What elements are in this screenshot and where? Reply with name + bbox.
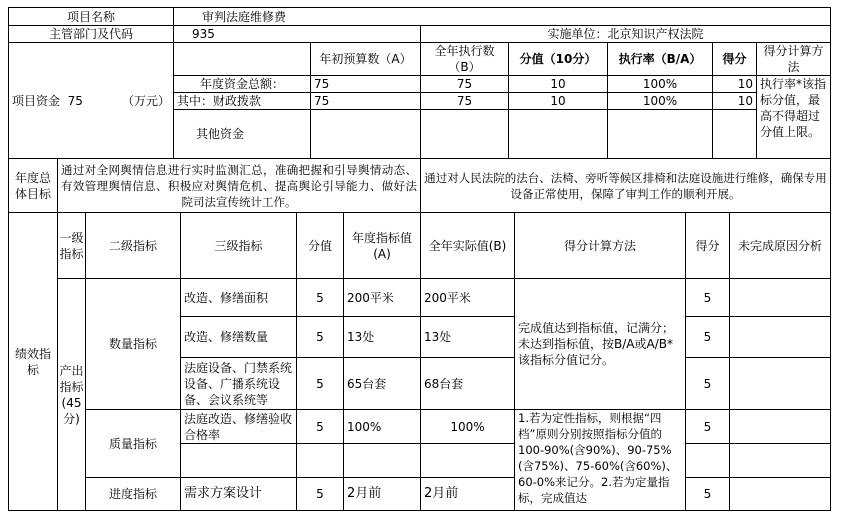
header-executed: 全年执行数（B） [421,43,509,76]
header-actual: 全年实际值(B) [421,213,515,279]
dept-label: 主管部门及代码 [9,26,174,43]
header-score-value: 分值（10分） [509,43,608,76]
header-reason: 未完成原因分析 [730,213,831,279]
goal-actual: 通过对人民法院的法台、法椅、旁听等候区排椅和法庭设施进行维修，确保专用设备正常使用，保障了审判工作的顺利开展。 [421,159,831,213]
header-level2: 二级指标 [86,213,181,279]
fund-b: 75 [421,93,509,110]
fund-score-value: 10 [509,93,608,110]
indicator-value: 5 [297,317,344,358]
fund-method: 执行率*该指标分值，最高不得超过分值上限。 [757,76,831,159]
level2-progress: 进度指标 [86,478,181,511]
indicator-value: 5 [297,279,344,317]
indicator-target: 13处 [344,317,421,358]
header-target: 年度指标值(A) [344,213,421,279]
indicator-score: 5 [686,279,730,317]
goal-plan: 通过对全网舆情信息进行实时监测汇总，准确把握和引导舆情动态、有效管理舆情信息、积极应对舆情危机、提高舆论引导能力、做好法院司法宣传统计工作。 [58,159,421,213]
header-value: 分值 [297,213,344,279]
indicator-score: 5 [686,410,730,444]
fund-row-name: 其中：财政拨款 [174,93,311,110]
indicator-value: 5 [297,478,344,511]
indicator-value: 5 [297,410,344,444]
header-score: 得分 [686,213,730,279]
header-budget: 年初预算数（A） [311,43,421,76]
indicator-actual: 13处 [421,317,515,358]
fund-a: 75 [311,93,421,110]
header-level1: 一级指标 [58,213,86,279]
indicator-score: 5 [686,317,730,358]
method-quantity: 完成值达到指标值，记满分；未达到指标值，按B/A或A/B*该指标分值记分。 [515,279,686,410]
header-level3: 三级指标 [181,213,297,279]
indicator-target: 200平米 [344,279,421,317]
fund-a: 75 [311,76,421,93]
indicator-actual: 200平米 [421,279,515,317]
indicator-name: 需求方案设计 [181,478,297,511]
fund-score: 10 [713,76,757,93]
performance-table [8,212,831,511]
indicator-name: 法庭改造、修缮验收合格率 [181,410,297,444]
fund-rate: 100% [608,93,713,110]
level1-output: 产出指标(45分) [58,279,86,511]
indicator-score: 5 [686,358,730,410]
indicator-name: 法庭设备、门禁系统设备、广播系统设备、会议系统等 [181,358,297,410]
indicator-name: 改造、修缮数量 [181,317,297,358]
header-rate: 执行率（B/A） [608,43,713,76]
project-name-label: 项目名称 [9,8,174,26]
indicator-target: 100% [344,410,421,444]
indicator-actual: 100% [421,410,515,444]
fund-row-name: 其他资金 [174,110,311,159]
indicator-target: 65台套 [344,358,421,410]
project-summary-table [8,7,831,213]
funds-label: 项目资金 75 （万元） [9,43,174,159]
indicator-value: 5 [297,358,344,410]
fund-score-value: 10 [509,76,608,93]
indicator-target: 2月前 [344,478,421,511]
dept-code: 935 [174,26,421,43]
header-method: 得分计算方法 [757,43,831,76]
level2-quality: 质量指标 [86,410,181,478]
fund-score: 10 [713,93,757,110]
perf-label: 绩效指标 [9,213,58,511]
goal-label: 年度总体目标 [9,159,58,213]
impl-unit: 实施单位：北京知识产权法院 [421,26,831,43]
fund-rate: 100% [608,76,713,93]
indicator-name: 改造、修缮面积 [181,279,297,317]
method-quality: 1.若为定性指标，则根据“四档”原则分别按照指标分值的100-90%(含90%)、90-75%(含75%)、75-60%(含60%)、60-0%来记分。2.若为定量指标，完成值达 [515,410,686,511]
indicator-actual: 2月前 [421,478,515,511]
fund-row-name: 年度资金总额： [174,76,311,93]
indicator-actual: 68台套 [421,358,515,410]
header-method: 得分计算方法 [515,213,686,279]
project-name: 审判法庭维修费 [174,8,831,26]
header-score: 得分 [713,43,757,76]
fund-b: 75 [421,76,509,93]
indicator-score: 5 [686,478,730,511]
level2-quantity: 数量指标 [86,279,181,410]
